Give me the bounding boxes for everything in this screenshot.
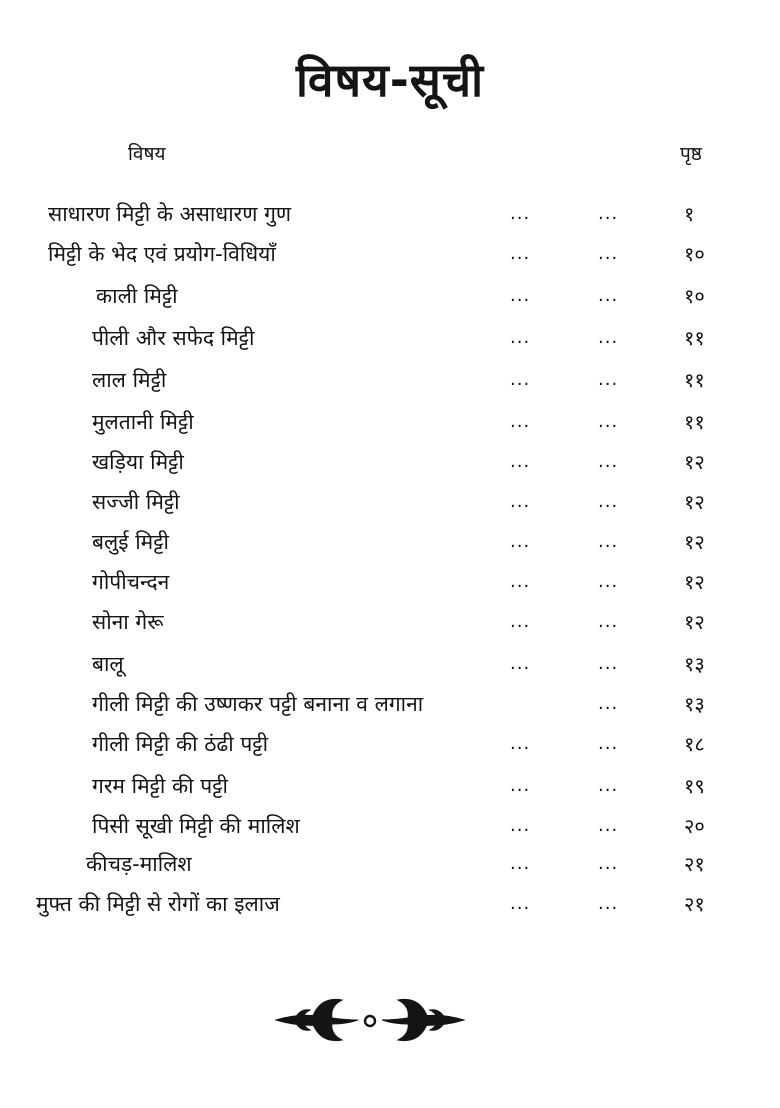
toc-page-number: १८ — [684, 732, 705, 756]
toc-entry-title: गोपीचन्दन — [92, 570, 170, 594]
toc-entry — [0, 526, 780, 558]
toc-page-number: १२ — [684, 530, 705, 554]
toc-page-number: १२ — [684, 570, 705, 594]
leader-dots: ... — [598, 369, 619, 390]
toc-entry — [0, 566, 780, 598]
toc-entry-title: साधारण मिट्टी के असाधारण गुण — [48, 202, 292, 226]
leader-dots: ... — [598, 451, 619, 472]
leader-dots: ... — [598, 893, 619, 914]
leader-dots: ... — [510, 893, 531, 914]
toc-entry-title: गरम मिट्टी की पट्टी — [92, 774, 228, 798]
toc-entry-title: गीली मिट्टी की उष्णकर पट्टी बनाना व लगाना — [92, 692, 424, 716]
leader-dots: ... — [510, 369, 531, 390]
subject-column-header: विषय — [128, 143, 166, 165]
toc-entry-title: बलुई मिट्टी — [92, 530, 169, 554]
page-column-header: पृष्ठ — [680, 143, 702, 165]
toc-entry — [0, 238, 780, 270]
leader-dots: ... — [598, 733, 619, 754]
leader-dots: ... — [510, 611, 531, 632]
toc-entry-title: गीली मिट्टी की ठंढी पट्टी — [92, 732, 269, 756]
toc-entry-title: बालू — [92, 652, 124, 676]
leader-dots: ... — [598, 775, 619, 796]
leader-dots: ... — [598, 693, 619, 714]
toc-entry — [0, 446, 780, 478]
leader-dots: ... — [510, 203, 531, 224]
toc-entry-title: सोना गेरू — [92, 610, 164, 634]
toc-entry — [0, 770, 780, 802]
toc-page-number: १० — [684, 242, 705, 266]
leader-dots: ... — [510, 653, 531, 674]
toc-page-number: २१ — [684, 852, 705, 876]
leader-dots: ... — [598, 611, 619, 632]
leader-dots: ... — [510, 327, 531, 348]
toc-entry — [0, 606, 780, 638]
toc-entry — [0, 688, 780, 720]
leader-dots: ... — [598, 491, 619, 512]
leader-dots: ... — [510, 571, 531, 592]
leader-dots: ... — [510, 491, 531, 512]
leader-dots: ... — [510, 531, 531, 552]
toc-page-number: १३ — [684, 652, 705, 676]
leader-dots: ... — [510, 285, 531, 306]
leader-dots: ... — [598, 285, 619, 306]
toc-page-number: १ — [684, 202, 695, 226]
leader-dots: ... — [598, 531, 619, 552]
toc-page-number: २१ — [684, 892, 705, 916]
toc-entry-title: पिसी सूखी मिट्टी की मालिश — [92, 814, 300, 838]
toc-entry — [0, 406, 780, 438]
leader-dots: ... — [598, 653, 619, 674]
leader-dots: ... — [598, 243, 619, 264]
leader-dots: ... — [510, 775, 531, 796]
toc-page-number: १० — [684, 284, 705, 308]
toc-entry-title: काली मिट्टी — [96, 284, 178, 308]
leader-dots: ... — [510, 243, 531, 264]
leader-dots: ... — [598, 853, 619, 874]
toc-entry-title: पीली और सफेद मिट्टी — [92, 326, 255, 350]
toc-page-number: २० — [684, 814, 705, 838]
leader-dots: ... — [510, 815, 531, 836]
leader-dots: ... — [598, 203, 619, 224]
toc-entry — [0, 810, 780, 842]
leader-dots: ... — [598, 815, 619, 836]
toc-entry — [0, 486, 780, 518]
toc-page-number: ११ — [684, 410, 705, 434]
leader-dots: ... — [598, 411, 619, 432]
toc-page-number: १३ — [684, 692, 705, 716]
toc-page-number: १९ — [684, 774, 705, 798]
toc-entry-title: मुफ्त की मिट्टी से रोगों का इलाज — [36, 892, 280, 916]
leader-dots: ... — [510, 451, 531, 472]
toc-entry — [0, 888, 780, 920]
leader-dots: ... — [510, 411, 531, 432]
toc-entry-title: खड़िया मिट्टी — [92, 450, 184, 474]
toc-entry — [0, 198, 780, 230]
toc-page-number: १२ — [684, 490, 705, 514]
toc-entry — [0, 322, 780, 354]
toc-page-number: ११ — [684, 326, 705, 350]
toc-page-number: ११ — [684, 368, 705, 392]
leader-dots: ... — [598, 327, 619, 348]
toc-entry — [0, 728, 780, 760]
page-title: विषय-सूची — [295, 53, 485, 107]
ornament-divider — [272, 990, 468, 1050]
toc-entry-title: मिट्टी के भेद एवं प्रयोग-विधियाँ — [48, 242, 276, 266]
leader-dots: ... — [510, 733, 531, 754]
toc-page-number: १२ — [684, 450, 705, 474]
toc-entry-title: मुलतानी मिट्टी — [92, 410, 194, 434]
toc-entry-title: सज्जी मिट्टी — [92, 490, 180, 514]
toc-entry — [0, 648, 780, 680]
toc-entry-title: लाल मिट्टी — [92, 368, 167, 392]
toc-entry — [0, 280, 780, 312]
toc-entry — [0, 364, 780, 396]
toc-entry — [0, 848, 780, 880]
leader-dots: ... — [598, 571, 619, 592]
leader-dots: ... — [510, 853, 531, 874]
toc-page-number: १२ — [684, 610, 705, 634]
toc-entry-title: कीचड़-मालिश — [86, 852, 192, 876]
